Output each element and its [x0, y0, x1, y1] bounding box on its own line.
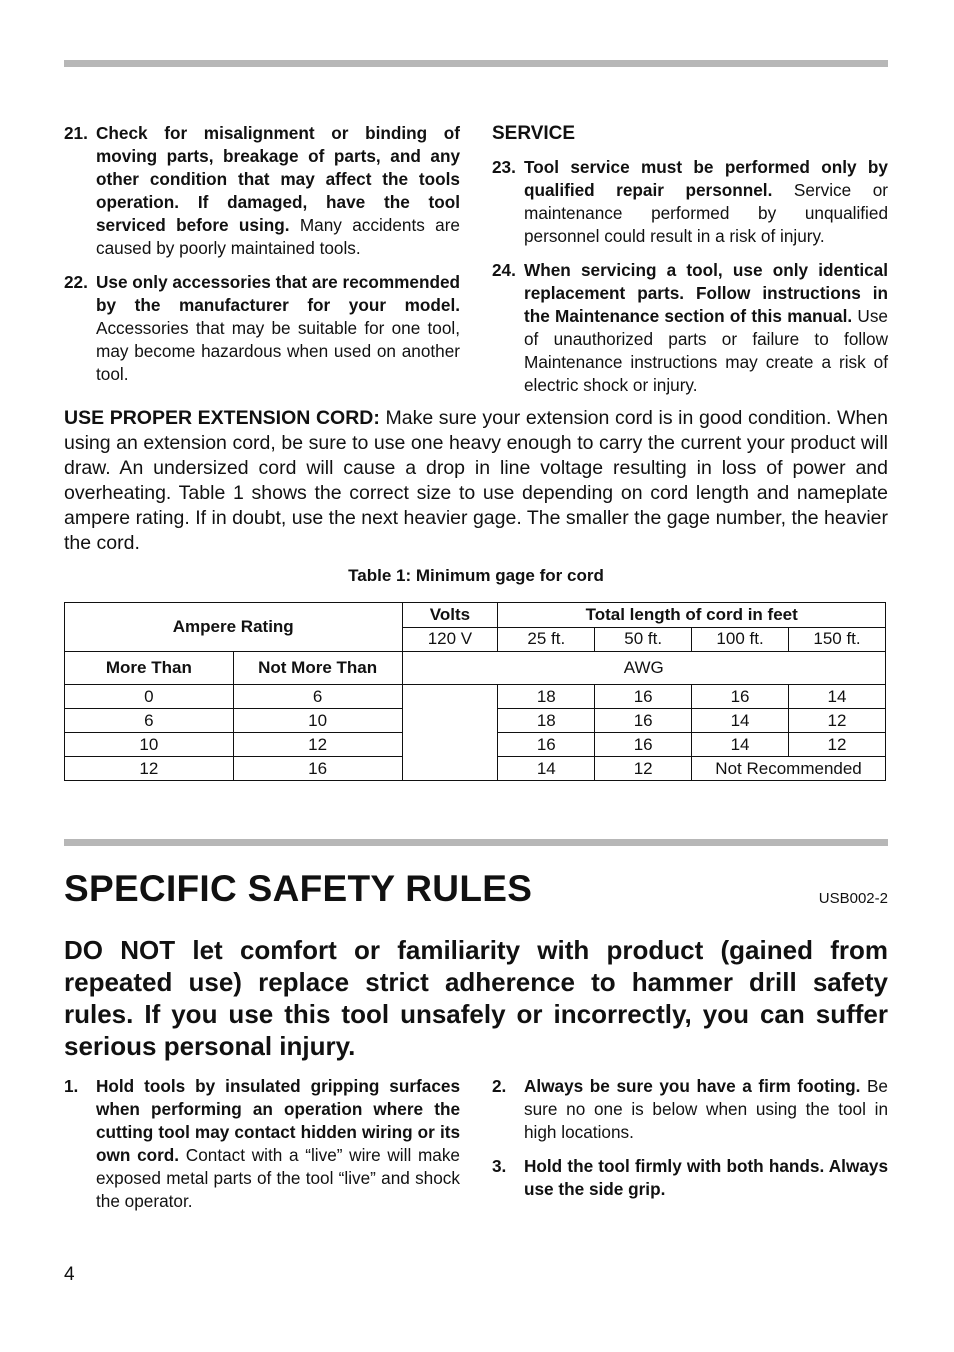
right-column: [492, 122, 888, 408]
table-header-row: [65, 603, 886, 628]
left-column: [64, 122, 460, 397]
gage-cell: 12: [789, 733, 886, 757]
document-code: USB002-2: [818, 890, 888, 907]
gage-cell: 16: [692, 685, 789, 709]
item-bold-text: Hold the tool firmly with both hands. Always use the side grip.: [524, 1156, 888, 1199]
item-bold-text: When servicing a tool, use only identical replacement parts. Follow instructions in the Maintenance section of this manual.: [524, 260, 888, 326]
item-text: Accessories that may be suitable for one tool, may become hazardous when used on another tool.: [96, 318, 460, 384]
section-rule: [64, 839, 888, 846]
item-bold-text: Use only accessories that are recommended by the manufacturer for your model.: [96, 272, 460, 315]
table-row: [65, 685, 886, 709]
item-text: Be sure no one is below when using the tool in high locations.: [524, 1076, 888, 1142]
extension-cord-heading: USE PROPER EXTENSION CORD:: [64, 407, 380, 429]
length-header: 150 ft.: [789, 627, 886, 652]
length-header: 50 ft.: [595, 627, 692, 652]
ampere-rating-header: Ampere Rating: [65, 603, 403, 652]
gage-cell: 16: [595, 733, 692, 757]
item-number: 23.: [492, 157, 516, 177]
awg-header: AWG: [402, 652, 886, 685]
voltage-cell: 120 V: [402, 627, 498, 652]
not-more-than-cell: 16: [233, 757, 402, 781]
item-number: 3.: [492, 1156, 507, 1176]
rules-right-column: [492, 1075, 888, 1212]
extension-cord-paragraph: [64, 406, 888, 556]
not-more-than-cell: 10: [233, 709, 402, 733]
rules-left-column: [64, 1075, 460, 1224]
gage-cell: 14: [692, 709, 789, 733]
gage-cell: 12: [595, 757, 692, 781]
item-number: 1.: [64, 1076, 79, 1096]
volts-header: Volts: [402, 603, 498, 628]
gage-cell: 18: [498, 709, 595, 733]
gage-cell: 16: [595, 709, 692, 733]
not-more-than-cell: 6: [233, 685, 402, 709]
item-number: 24.: [492, 260, 516, 280]
length-header: 25 ft.: [498, 627, 595, 652]
page-number: 4: [64, 1264, 75, 1285]
more-than-cell: 12: [65, 757, 234, 781]
list-item-2: [492, 1075, 888, 1144]
not-more-than-cell: 12: [233, 733, 402, 757]
item-text: Use of unauthorized parts or failure to follow Maintenance instructions may create a risk of electric shock or injury.: [524, 306, 888, 395]
more-than-cell: 10: [65, 733, 234, 757]
extension-cord-text: Make sure your extension cord is in good condition. When using an extension cord, be sure to use one heavy enough to carry the current your product will draw. An undersized cord will cause a drop in line voltage resulting in loss of power and overheating. Table 1 shows the correct size to use depending on cord length and nameplate ampere rating. If in doubt, use the next heavier gage. The smaller the gage number, the heavier the cord.: [64, 407, 888, 554]
length-header: 100 ft.: [692, 627, 789, 652]
gage-table: [64, 602, 886, 781]
item-bold-text: Tool service must be performed only by qualified repair personnel.: [524, 157, 888, 200]
item-bold-text: Check for misalignment or binding of moving parts, breakage of parts, and any other condition that may affect the tools operation. If damaged, have the tool serviced before using.: [96, 123, 460, 235]
top-rule: [64, 60, 888, 67]
more-than-header: More Than: [65, 652, 234, 685]
item-text: Service or maintenance performed by unqualified personnel could result in a risk of injury.: [524, 180, 888, 246]
item-text: Many accidents are caused by poorly maintained tools.: [96, 215, 460, 258]
not-recommended-cell: Not Recommended: [692, 757, 886, 781]
total-length-header: Total length of cord in feet: [498, 603, 886, 628]
service-heading: SERVICE: [492, 123, 576, 144]
item-text: Contact with a “live” wire will make exposed metal parts of the tool “live” and shock the operator.: [96, 1145, 460, 1211]
item-bold-text: Always be sure you have a firm footing.: [524, 1076, 861, 1096]
item-number: 21.: [64, 123, 88, 143]
gage-cell: 16: [498, 733, 595, 757]
item-bold-text: Hold tools by insulated gripping surfaces when performing an operation where the cutting tool may contact hidden wiring or its own cord.: [96, 1076, 460, 1165]
list-item-22: [64, 271, 460, 386]
item-number: 2.: [492, 1076, 507, 1096]
list-item-21: [64, 122, 460, 260]
gage-cell: 18: [498, 685, 595, 709]
lead-warning: DO NOT let comfort or familiarity with product (gained from repeated use) replace strict adherence to hammer drill safety rules. If you use this tool unsafely or incorrectly, you can suffer serious personal injury.: [64, 935, 888, 1061]
not-more-than-header: Not More Than: [233, 652, 402, 685]
gage-cell: 14: [692, 733, 789, 757]
table-units-row: [65, 652, 886, 685]
gage-cell: 12: [789, 709, 886, 733]
gage-cell: 14: [789, 685, 886, 709]
gage-cell: 14: [498, 757, 595, 781]
more-than-cell: 6: [65, 709, 234, 733]
blank-volts-cell: [402, 685, 498, 781]
list-item-23: [492, 156, 888, 248]
list-item-24: [492, 259, 888, 397]
section-title: SPECIFIC SAFETY RULES: [64, 868, 533, 909]
more-than-cell: 0: [65, 685, 234, 709]
gage-cell: 16: [595, 685, 692, 709]
list-item-1: [64, 1075, 460, 1213]
list-item-3: [492, 1155, 888, 1201]
table-caption: Table 1: Minimum gage for cord: [348, 566, 604, 585]
item-number: 22.: [64, 272, 88, 292]
